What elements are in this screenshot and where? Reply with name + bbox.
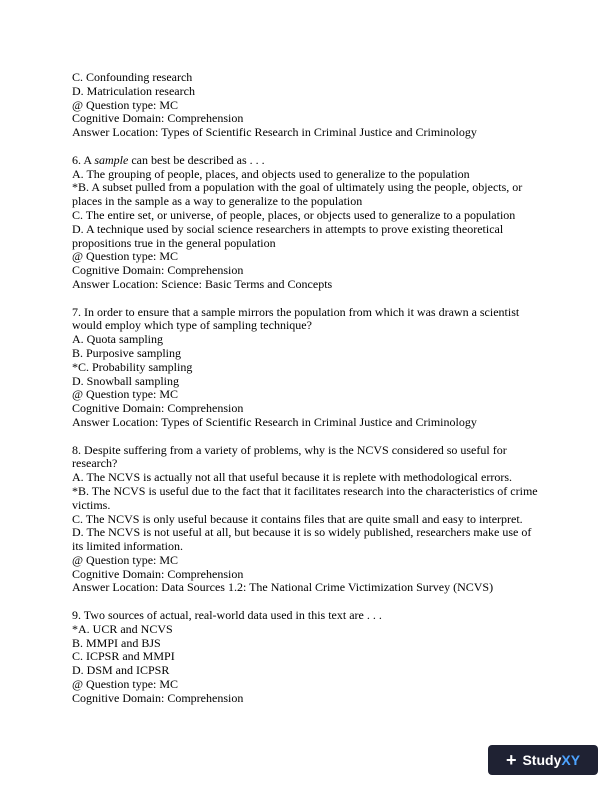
option-a: A. The NCVS is actually not all that useful because it is replete with methodological errors. bbox=[72, 470, 513, 485]
option-c: C. The entire set, or universe, of people, places, or objects used to generalize to a population bbox=[72, 207, 516, 222]
brand-name: StudyXY bbox=[522, 752, 581, 768]
cognitive-domain: Cognitive Domain: Comprehension bbox=[72, 401, 244, 416]
option-b: B. MMPI and BJS bbox=[72, 635, 161, 650]
option-d: D. A technique used by social science researchers in attempts to prove existing theoretical propositions true in the general population bbox=[72, 221, 504, 250]
question-type: @ Question type: MC bbox=[72, 97, 179, 112]
option-b: *B. A subset pulled from a population with the goal of ultimately using the people, objects, or places in the sample as a way to generalize to the population bbox=[72, 180, 523, 209]
option-b: *B. The NCVS is useful due to the fact that it facilitates research into the characteristics of crime victims. bbox=[72, 483, 538, 512]
question-8 bbox=[72, 444, 542, 596]
option-b: B. Purposive sampling bbox=[72, 345, 182, 360]
option-c: *C. Probability sampling bbox=[72, 359, 193, 374]
question-6 bbox=[72, 154, 542, 292]
option-a: A. Quota sampling bbox=[72, 332, 163, 347]
question-stem: 8. Despite suffering from a variety of problems, why is the NCVS considered so useful for research? bbox=[72, 442, 507, 471]
question-type: @ Question type: MC bbox=[72, 249, 179, 264]
question-9 bbox=[72, 609, 542, 706]
question-5-tail bbox=[72, 71, 542, 140]
option-d: D. Snowball sampling bbox=[72, 373, 179, 388]
cognitive-domain: Cognitive Domain: Comprehension bbox=[72, 566, 244, 581]
cognitive-domain: Cognitive Domain: Comprehension bbox=[72, 263, 244, 278]
cognitive-domain: Cognitive Domain: Comprehension bbox=[72, 111, 244, 126]
option-d: D. The NCVS is not useful at all, but because it is so widely published, researchers make use of its limited information. bbox=[72, 525, 532, 554]
option-c: C. The NCVS is only useful because it contains files that are quite small and easy to interpret. bbox=[72, 511, 523, 526]
option-c: C. Confounding research bbox=[72, 70, 193, 84]
answer-location: Answer Location: Science: Basic Terms and Concepts bbox=[72, 276, 333, 291]
answer-location: Answer Location: Types of Scientific Research in Criminal Justice and Criminology bbox=[72, 414, 477, 429]
option-d: D. Matriculation research bbox=[72, 83, 195, 98]
option-d: D. DSM and ICPSR bbox=[72, 663, 170, 678]
option-a: A. The grouping of people, places, and objects used to generalize to the population bbox=[72, 166, 470, 181]
cognitive-domain: Cognitive Domain: Comprehension bbox=[72, 690, 244, 705]
option-c: C. ICPSR and MMPI bbox=[72, 649, 175, 664]
answer-location: Answer Location: Data Sources 1.2: The National Crime Victimization Survey (NCVS) bbox=[72, 580, 494, 595]
answer-location: Answer Location: Types of Scientific Research in Criminal Justice and Criminology bbox=[72, 125, 477, 140]
document-page bbox=[72, 71, 542, 719]
question-7 bbox=[72, 306, 542, 430]
option-a: *A. UCR and NCVS bbox=[72, 621, 173, 636]
question-type: @ Question type: MC bbox=[72, 552, 179, 567]
question-stem: 6. A sample can best be described as . . . bbox=[72, 152, 265, 167]
question-type: @ Question type: MC bbox=[72, 387, 179, 402]
question-type: @ Question type: MC bbox=[72, 677, 179, 692]
question-stem: 9. Two sources of actual, real-world data used in this text are . . . bbox=[72, 608, 382, 623]
question-stem: 7. In order to ensure that a sample mirrors the population from which it was drawn a scientist would employ which type of sampling technique? bbox=[72, 304, 520, 333]
plus-icon: + bbox=[505, 750, 517, 770]
studyxy-badge[interactable] bbox=[488, 745, 598, 775]
